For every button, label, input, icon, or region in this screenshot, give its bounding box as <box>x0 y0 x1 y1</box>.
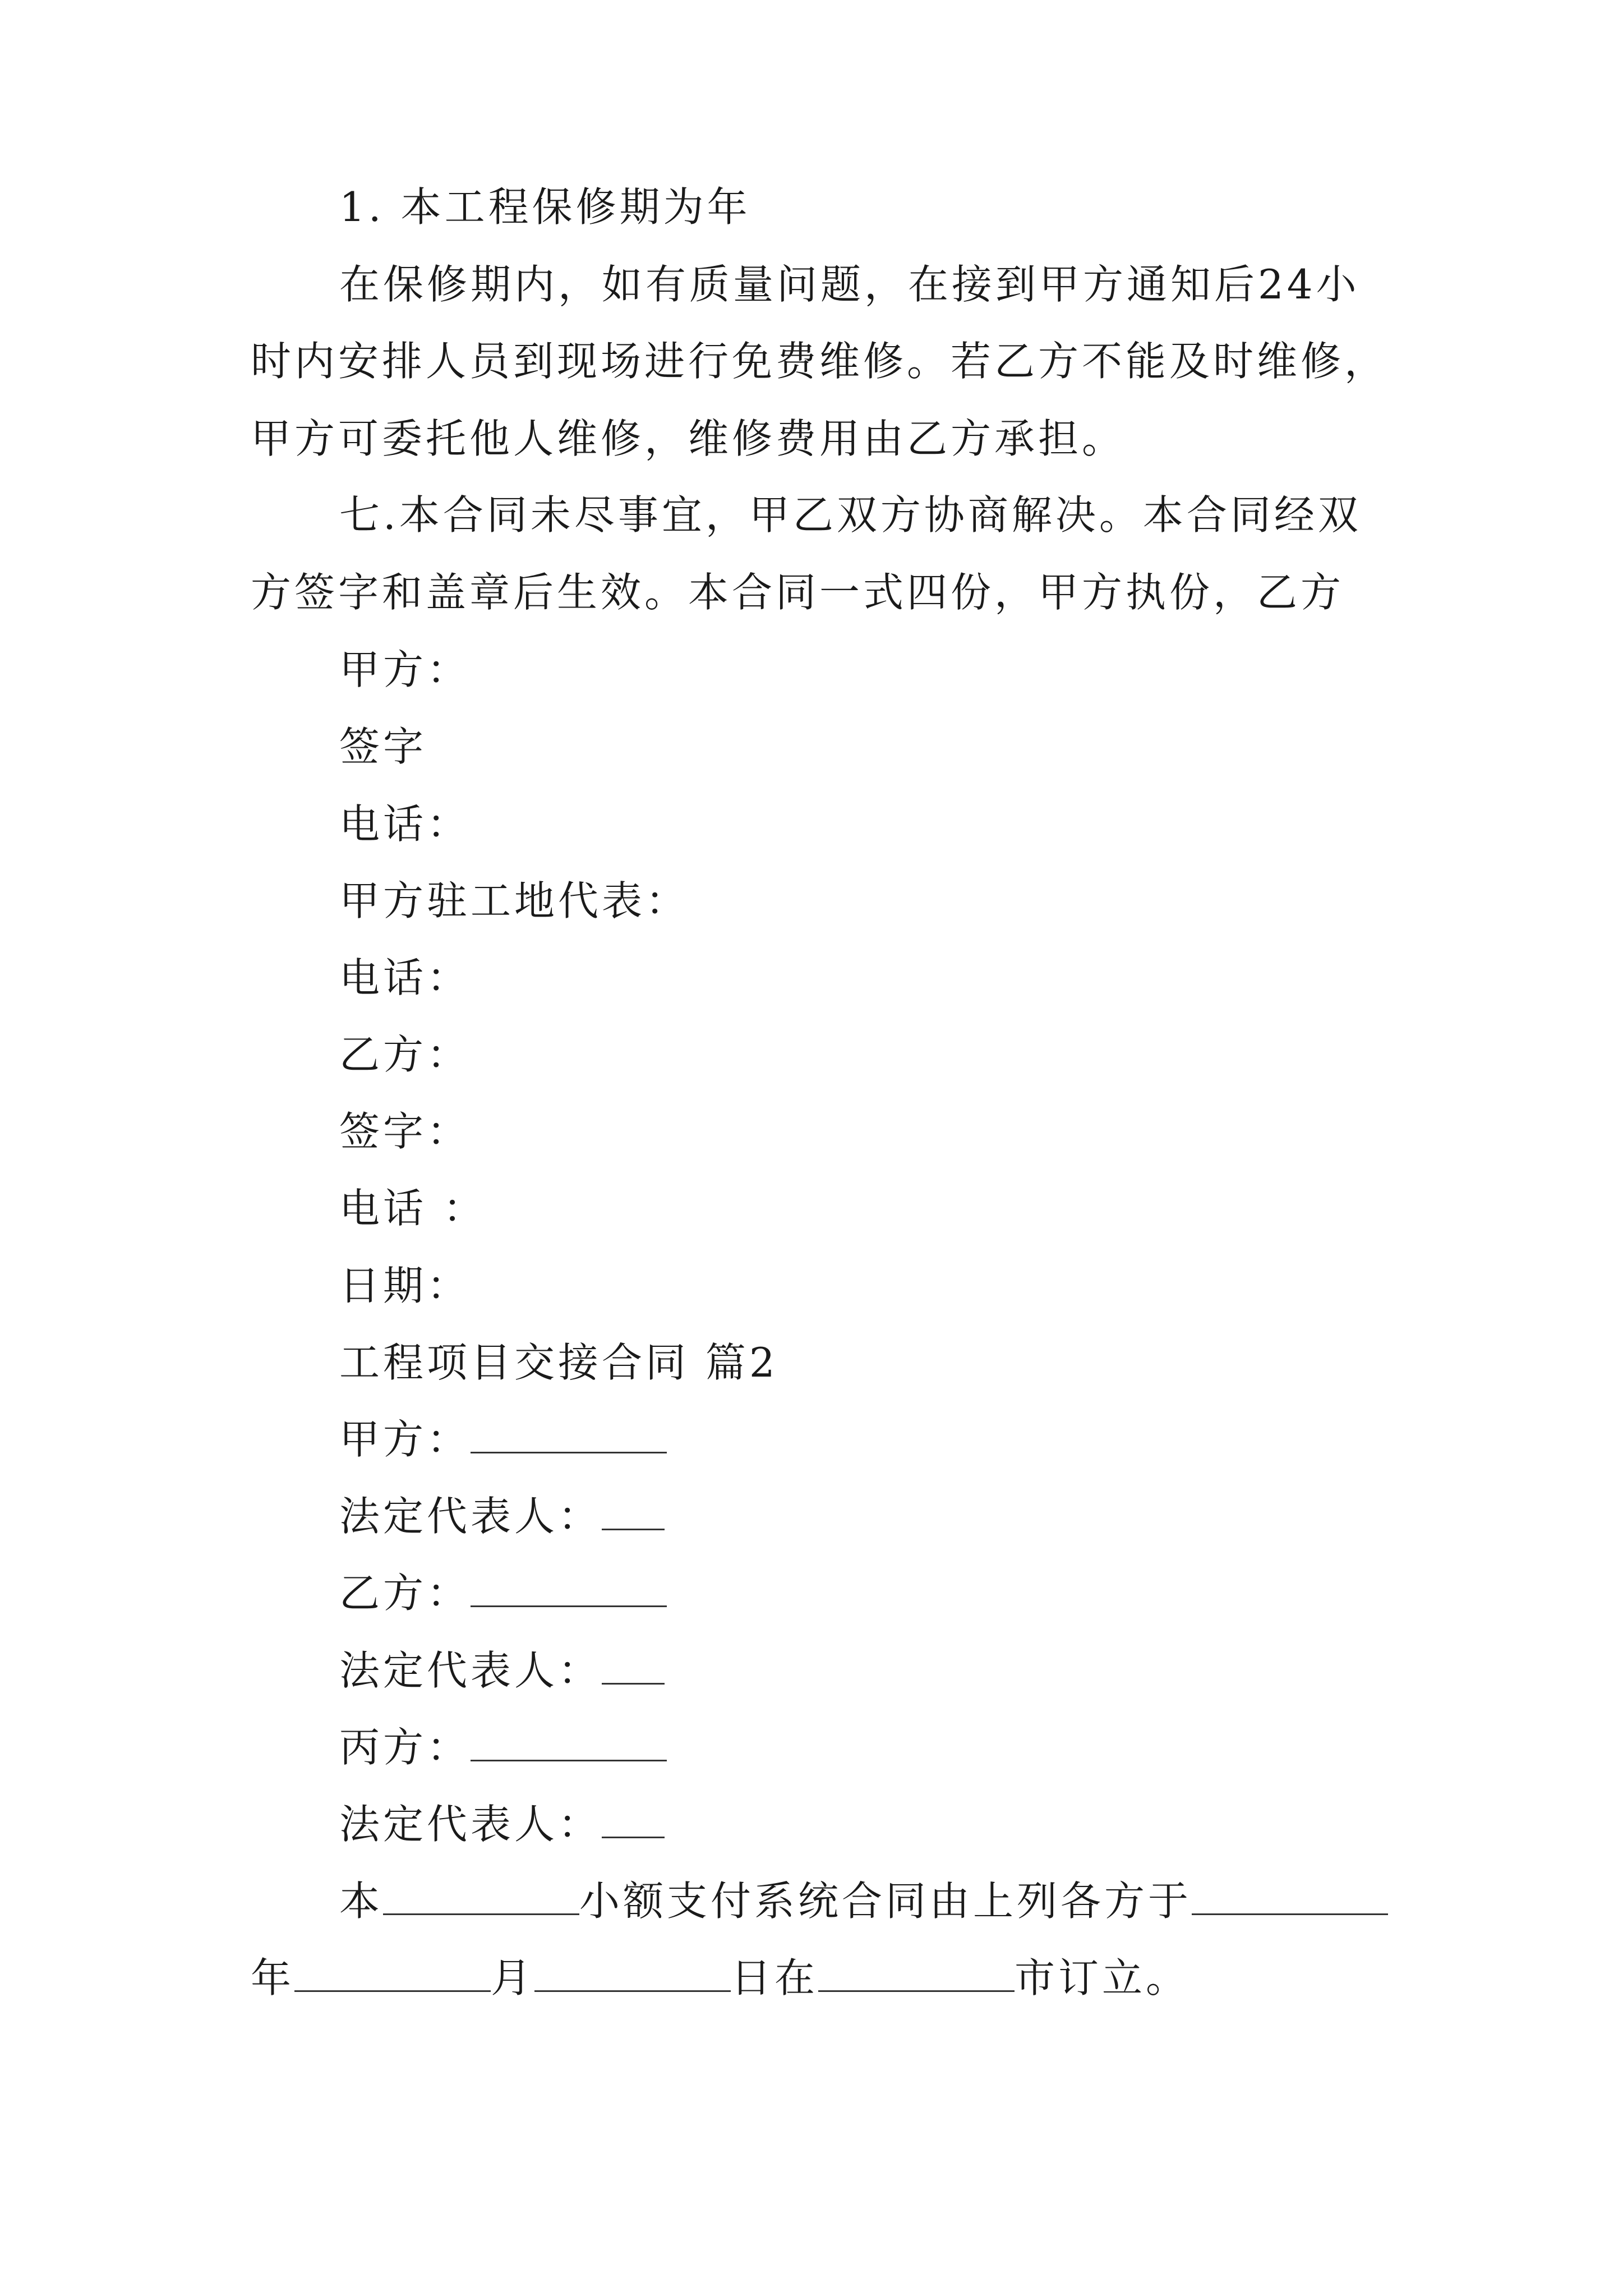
legal-rep-blank <box>602 1801 665 1838</box>
day-blank <box>534 1954 731 1992</box>
party-b-blank <box>471 1570 667 1607</box>
legal-rep-label: 法定代表人： <box>339 1647 602 1694</box>
phone-representative-label: 电话： <box>339 954 471 1001</box>
date-label: 日期： <box>339 1262 471 1309</box>
signature-b-label: 签字： <box>339 1108 471 1155</box>
day-label: 日在 <box>731 1954 819 2001</box>
city-blank <box>818 1954 1015 1992</box>
contract-2-rep-b <box>339 1645 665 1696</box>
party-a-label: 甲方： <box>339 646 471 693</box>
signature-a-label: 签字 <box>339 723 427 770</box>
city-label: 市订立。 <box>1015 1954 1190 2001</box>
warranty-paragraph-line: 时内安排人员到现场进行免费维修。若乙方不能及时维修， <box>251 338 1389 385</box>
site-representative-label: 甲方驻工地代表： <box>339 877 690 924</box>
contract-2-party-c <box>339 1722 667 1773</box>
contract-2-rep-a <box>339 1490 665 1542</box>
warranty-paragraph-line: 甲方可委托他人维修，维修费用由乙方承担。 <box>251 415 1126 462</box>
month-blank <box>294 1954 491 1992</box>
warranty-paragraph-line: 在保修期内，如有质量问题，在接到甲方通知后24小 <box>339 261 1360 308</box>
contract-2-intro-line <box>339 1875 1388 1927</box>
party-a-blank <box>471 1416 667 1453</box>
party-a-label: 甲方： <box>339 1416 471 1463</box>
intro-text: 本 <box>339 1878 384 1925</box>
clause-seven-line: 方签字和盖章后生效。本合同一式四份，甲方执份，乙方 <box>251 569 1345 616</box>
warranty-item: 1. 本工程保修期为年 <box>339 183 751 231</box>
clause-seven-line: 七.本合同未尽事宜，甲乙双方协商解决。本合同经双 <box>339 491 1362 539</box>
legal-rep-label: 法定代表人： <box>339 1493 602 1540</box>
contract-2-intro-line <box>251 1952 1189 2004</box>
party-b-label: 乙方： <box>339 1031 471 1078</box>
year-blank <box>1192 1878 1388 1915</box>
legal-rep-label: 法定代表人： <box>339 1801 602 1848</box>
phone-b-label: 电话 ： <box>339 1185 487 1232</box>
month-label: 月 <box>491 1954 535 2001</box>
contract-2-party-a <box>339 1414 667 1465</box>
legal-rep-blank <box>602 1647 665 1685</box>
contract-2-rep-c <box>339 1798 665 1850</box>
year-label: 年 <box>251 1954 295 2001</box>
contract-2-party-b <box>339 1567 667 1619</box>
party-c-label: 丙方： <box>339 1724 471 1771</box>
party-c-blank <box>471 1724 667 1761</box>
contract-name-blank <box>383 1878 579 1915</box>
phone-a-label: 电话： <box>339 800 471 848</box>
party-b-label: 乙方： <box>339 1570 471 1617</box>
legal-rep-blank <box>602 1493 665 1530</box>
intro-text: 小额支付系统合同由上列各方于 <box>579 1878 1192 1925</box>
contract-2-title: 工程项目交接合同 篇2 <box>339 1339 778 1386</box>
